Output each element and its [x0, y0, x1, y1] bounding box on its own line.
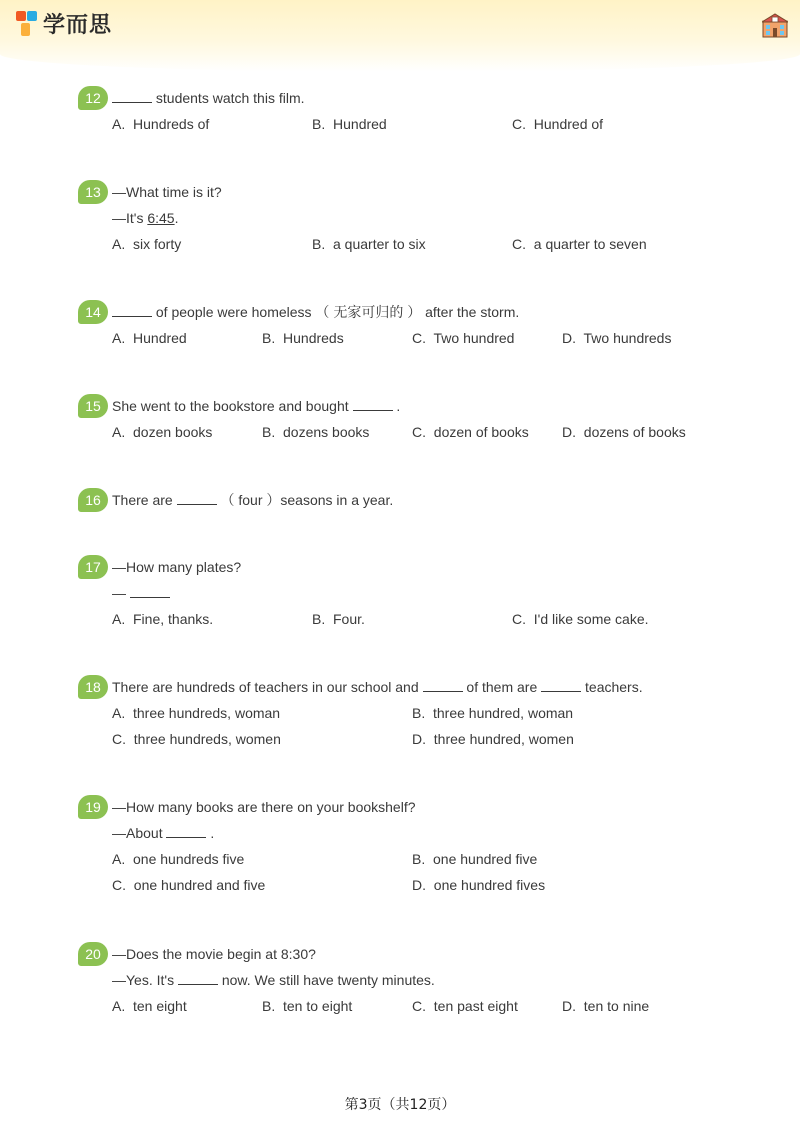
option-c: C. one hundred and five — [112, 877, 266, 893]
question-text: —How many books are there on your bookshelf? — [112, 799, 416, 815]
question-text: —How many plates? — [112, 559, 242, 575]
option-c: C. I'd like some cake. — [512, 611, 649, 627]
option-a: A. six forty — [112, 236, 182, 252]
question-number: 20 — [78, 942, 108, 966]
question-text-line-2: —Yes. It's now. We still have twenty minutes. — [112, 972, 435, 988]
option-a: A. Fine, thanks. — [112, 611, 214, 627]
option-b: B. dozens books — [262, 424, 370, 440]
brand-logo — [16, 8, 112, 38]
question-number: 12 — [78, 86, 108, 110]
option-a: A. Hundreds of — [112, 116, 210, 132]
option-a: A. Hundred — [112, 330, 187, 346]
option-c: C. ten past eight — [412, 998, 518, 1014]
answer-blank — [130, 585, 170, 598]
answer-blank — [112, 304, 152, 317]
question-number: 16 — [78, 488, 108, 512]
question-text-line-2: —About . — [112, 825, 215, 841]
option-a: A. three hundreds, woman — [112, 705, 281, 721]
answer-blank — [166, 825, 206, 838]
school-building-icon — [762, 12, 788, 38]
option-c: C. three hundreds, women — [112, 731, 281, 747]
answer-blank — [423, 679, 463, 692]
option-c: C. a quarter to seven — [512, 236, 647, 252]
answer-blank — [178, 972, 218, 985]
question-number: 13 — [78, 180, 108, 204]
option-a: A. one hundreds five — [112, 851, 245, 867]
brand-name: 学而思 — [43, 12, 113, 38]
question-number: 17 — [78, 555, 108, 579]
question-text: There are hundreds of teachers in our school and of them are teachers. — [112, 679, 643, 695]
option-d: D. ten to nine — [562, 998, 650, 1014]
option-b: B. Hundred — [312, 116, 387, 132]
page-header — [0, 0, 800, 72]
option-d: D. three hundred, women — [412, 731, 574, 747]
option-c: C. Two hundred — [412, 330, 515, 346]
question-text: students watch this film. — [112, 88, 305, 108]
answer-blank — [112, 90, 152, 103]
answer-blank-2 — [541, 679, 581, 692]
question-number: 19 — [78, 795, 108, 819]
xueersi-logo-icon — [16, 9, 38, 37]
option-d: D. one hundred fives — [412, 877, 546, 893]
option-c: C. Hundred of — [512, 116, 604, 132]
question-number: 15 — [78, 394, 108, 418]
option-a: A. ten eight — [112, 998, 187, 1014]
question-text: —Does the movie begin at 8:30? — [112, 946, 316, 962]
option-b: B. Four. — [312, 611, 365, 627]
option-b: B. three hundred, woman — [412, 705, 574, 721]
option-d: D. dozens of books — [562, 424, 686, 440]
option-d: D. Two hundreds — [562, 330, 672, 346]
question-text: —What time is it? — [112, 184, 222, 200]
option-b: B. a quarter to six — [312, 236, 426, 252]
question-text: There are （ four ）seasons in a year. — [112, 492, 394, 508]
option-b: B. Hundreds — [262, 330, 344, 346]
question-number: 18 — [78, 675, 108, 699]
answer-blank — [353, 398, 393, 411]
answer-blank — [177, 492, 217, 505]
option-c: C. dozen of books — [412, 424, 529, 440]
option-a: A. dozen books — [112, 424, 213, 440]
question-text: She went to the bookstore and bought . — [112, 398, 401, 414]
question-text-line-2: — — [112, 583, 170, 603]
question-text: of people were homeless （ 无家可归的 ） after the storm. — [112, 302, 519, 322]
page-number: 第3页（共12页） — [344, 1097, 456, 1113]
option-b: B. one hundred five — [412, 851, 538, 867]
question-text-line-2: —It's 6:45. — [112, 210, 179, 226]
option-b: B. ten to eight — [262, 998, 353, 1014]
question-number: 14 — [78, 300, 108, 324]
